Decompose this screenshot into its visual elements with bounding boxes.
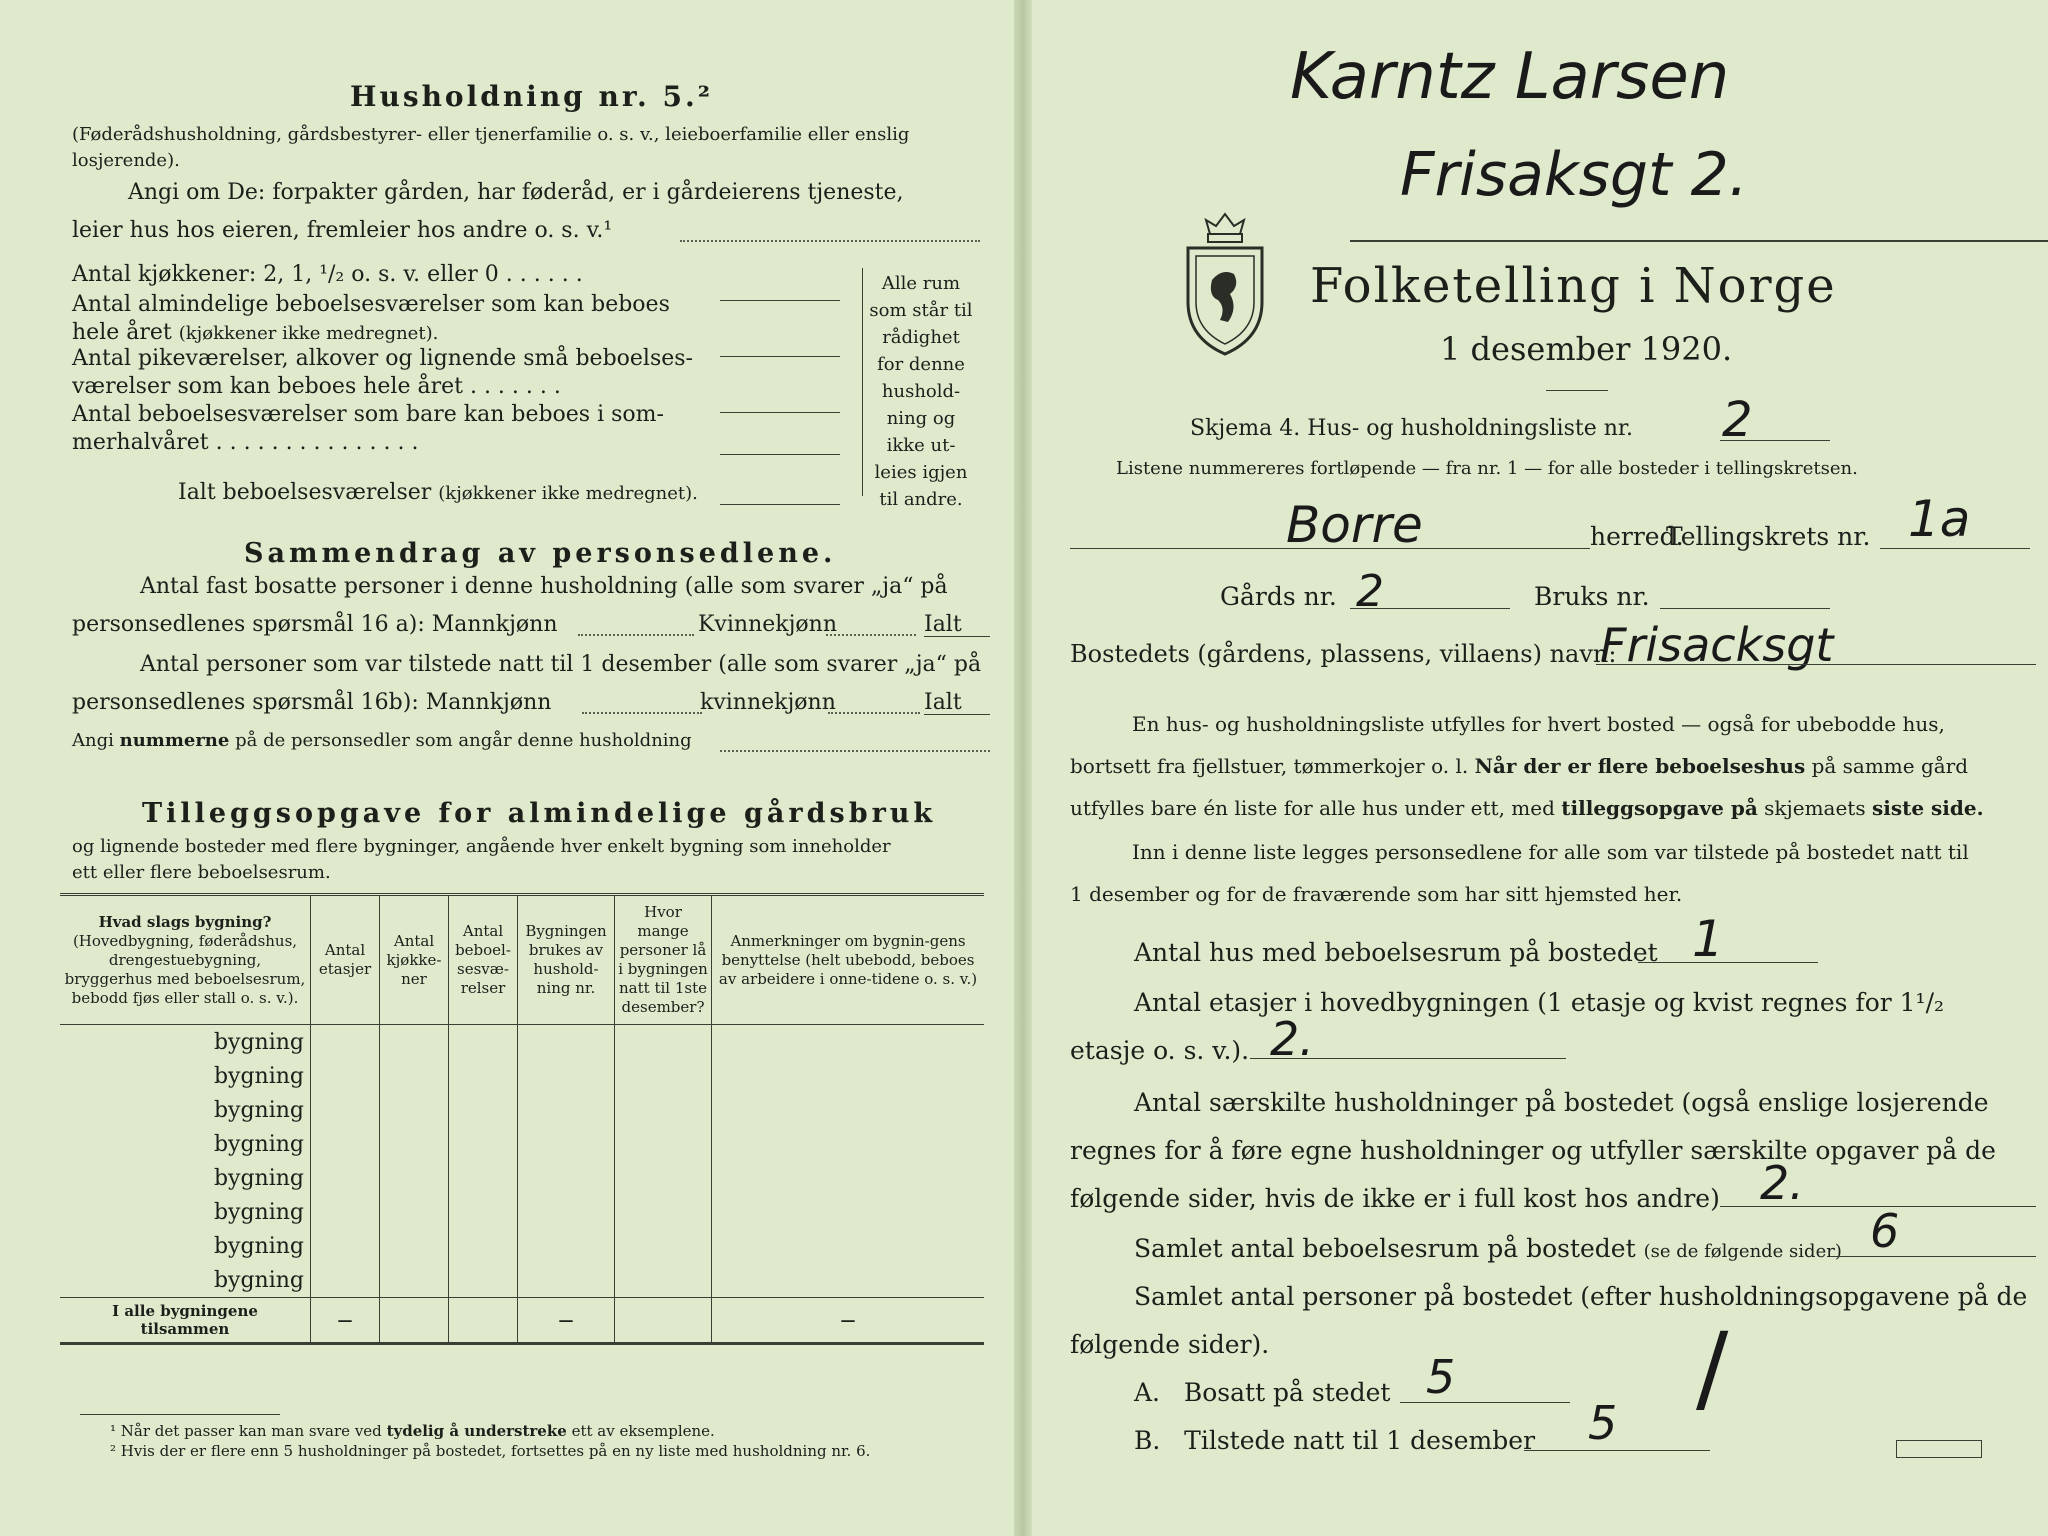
ialt-label: Ialt beboelsesværelser (kjøkkener ikke medregnet).: [178, 480, 698, 505]
building-table: [60, 896, 984, 1345]
col-building-type: Hvad slags bygning? (Hovedbygning, føderådshus, drengestuebygning, bryggerhus med beboelsesrum, bebodd fjøs eller stall o. s. v.).: [60, 896, 311, 1025]
table-sum-row: I alle bygningene tilsammen — — —: [60, 1298, 984, 1344]
nummereres-note: Listene nummereres fortløpende — fra nr. 1 — for alle bosteder i tellingskretsen.: [1116, 458, 1858, 479]
alm-line-1: Antal almindelige beboelsesværelser som kan beboes: [72, 292, 670, 317]
handwritten-skjema-nr: 2: [1722, 392, 1753, 448]
household-subtitle: (Føderådshusholdning, gårdsbestyrer- eller tjenerfamilie o. s. v., leieboerfamilie eller enslig losjerende).: [72, 124, 910, 171]
s1-ialt: Ialt: [924, 612, 962, 637]
p1-line-3: utfylles bare én liste for alle hus under ett, med tilleggsopgave på skjemaets siste side.: [1070, 796, 1984, 820]
bostedets-label: Bostedets (gårdens, plassens, villaens) navn:: [1070, 640, 1617, 668]
footnote-2: ² Hvis der er flere enn 5 husholdninger på bostedet, fortsettes på en ny liste med husholdning nr. 6.: [110, 1442, 871, 1460]
antal-hus-label: Antal hus med beboelsesrum på bostedet: [1134, 938, 1658, 967]
handwritten-name: Karntz Larsen: [1290, 40, 1730, 114]
angi-nummerne: Angi nummerne på de personsedler som angår denne husholdning: [72, 730, 692, 751]
census-date: 1 desember 1920.: [1440, 330, 1733, 368]
personer-line-2: følgende sider).: [1070, 1330, 1270, 1359]
handwritten-antal-hus: 1: [1692, 910, 1724, 968]
sommer-line-1: Antal beboelsesværelser som bare kan beboes i som-: [72, 402, 664, 427]
main-title: Folketelling i Norge: [1310, 258, 1837, 314]
skjema-label: Skjema 4. Hus- og husholdningsliste nr.: [1190, 416, 1633, 441]
col-beboelsesvaerelser: Antal beboel-sesvæ-relser: [449, 896, 518, 1025]
household-title: Husholdning nr. 5.²: [350, 80, 714, 113]
table-row: bygning: [60, 1161, 984, 1195]
p2-line-1: Inn i denne liste legges personsedlene for alle som var tilstede på bostedet natt til: [1132, 840, 1969, 864]
alm-line-2: hele året (kjøkkener ikke medregnet).: [72, 320, 439, 345]
col-etasjer: Antal etasjer: [311, 896, 380, 1025]
col-anmerkninger: Anmerkninger om bygnin-gens benyttelse (helt ubebodd, beboes av arbeidere i onne-tidene o. s. v.): [712, 896, 985, 1025]
gards-label: Gårds nr.: [1220, 582, 1337, 611]
col-kjokkener: Antal kjøkke-ner: [380, 896, 449, 1025]
husholdninger-line-2: regnes for å føre egne husholdninger og utfyller særskilte opgaver på de: [1070, 1136, 1996, 1165]
etasjer-line-2: etasje o. s. v.).: [1070, 1036, 1250, 1065]
p1-line-2: bortsett fra fjellstuer, tømmerkojer o. l. Når der er flere beboelseshus på samme gård: [1070, 754, 1969, 778]
handwritten-gards-nr: 2: [1356, 566, 1384, 617]
personer-line-1: Samlet antal personer på bostedet (efter husholdningsopgavene på de: [1134, 1282, 2028, 1311]
etasjer-line-1: Antal etasjer i hovedbygningen (1 etasje og kvist regnes for 1¹/₂: [1134, 988, 1945, 1017]
handwritten-husholdninger: 2.: [1760, 1156, 1804, 1210]
pike-line-2: værelser som kan beboes hele året . . . . . . .: [72, 374, 561, 399]
coat-of-arms-icon: [1182, 212, 1268, 360]
s2-line-1: Antal personer som var tilstede natt til 1 desember (alle som svarer „ja“ på: [140, 652, 982, 677]
handwritten-address: Frisaksgt 2.: [1400, 140, 1748, 210]
tillegg-line-2: ett eller flere beboelsesrum.: [72, 862, 331, 883]
table-row: bygning: [60, 1263, 984, 1298]
bosatt-label: A. Bosatt på stedet: [1134, 1378, 1391, 1407]
table-row: bygning: [60, 1093, 984, 1127]
handwritten-check-mark: /: [1696, 1312, 1729, 1424]
handwritten-beboelsesrum: 6: [1870, 1204, 1900, 1258]
handwritten-tilstede: 5: [1588, 1396, 1618, 1450]
tellingskrets-label: Tellingskrets nr.: [1666, 522, 1871, 551]
tillegg-line-1: og lignende bosteder med flere bygninger, angående hver enkelt bygning som inneholder: [72, 836, 891, 857]
s2-ialt: Ialt: [924, 690, 962, 715]
table-row: bygning: [60, 1059, 984, 1093]
table-row: bygning: [60, 1127, 984, 1161]
table-row: bygning: [60, 1195, 984, 1229]
s1-line-2: personsedlenes spørsmål 16 a): Mannkjønn: [72, 612, 558, 637]
right-page: [1060, 0, 2028, 1536]
sommer-line-2: merhalvåret . . . . . . . . . . . . . . .: [72, 430, 419, 455]
s1-line-1: Antal fast bosatte personer i denne husholdning (alle som svarer „ja“ på: [140, 574, 948, 599]
sammendrag-title: Sammendrag av personsedlene.: [244, 538, 837, 569]
s1-kvinnekjonn: Kvinnekjønn: [698, 612, 837, 637]
handwritten-tellingskrets: 1a: [1908, 490, 1971, 548]
husholdninger-line-1: Antal særskilte husholdninger på bostedet (også enslige losjerende: [1134, 1088, 1989, 1117]
footnote-1: ¹ Når det passer kan man svare ved tydelig å understreke ett av eksemplene.: [110, 1422, 715, 1440]
side-note: Alle rum som står til rådighet for denne hushold- ning og ikke ut- leies igjen til andre.: [869, 273, 973, 510]
herred-label: herred.: [1590, 522, 1684, 551]
angi-line-2: leier hus hos eieren, fremleier hos andre o. s. v.¹: [72, 218, 613, 243]
table-row: bygning: [60, 1229, 984, 1263]
s2-kvinnekjonn: kvinnekjønn: [700, 690, 836, 715]
tillegg-title: Tilleggsopgave for almindelige gårdsbruk: [142, 798, 937, 829]
husholdninger-line-3: følgende sider, hvis de ikke er i full kost hos andre): [1070, 1184, 1720, 1213]
p2-line-2: 1 desember og for de fraværende som har sitt hjemsted her.: [1070, 882, 1683, 906]
col-husholdning: Bygningen brukes av hushold-ning nr.: [518, 896, 615, 1025]
table-header-row: [60, 896, 984, 1025]
handwritten-bosatt: 5: [1426, 1350, 1456, 1404]
table-row: bygning: [60, 1025, 984, 1060]
handwritten-etasjer: 2.: [1270, 1012, 1314, 1066]
p1-line-1: En hus- og husholdningsliste utfylles for hvert bosted — også for ubebodde hus,: [1132, 712, 1945, 736]
printer-stamp: [1896, 1440, 1982, 1458]
beboelsesrum-label: Samlet antal beboelsesrum på bostedet (se de følgende sider): [1134, 1234, 1842, 1263]
s2-line-2: personsedlenes spørsmål 16b): Mannkjønn: [72, 690, 552, 715]
tilstede-label: B. Tilstede natt til 1 desember: [1134, 1426, 1536, 1455]
left-page: [60, 0, 990, 1536]
handwritten-herred: Borre: [1286, 496, 1423, 554]
pike-line-1: Antal pikeværelser, alkover og lignende små beboelses-: [72, 346, 693, 371]
angi-line-1: Angi om De: forpakter gården, har føderåd, er i gårdeierens tjeneste,: [128, 180, 904, 205]
bruks-label: Bruks nr.: [1534, 582, 1650, 611]
col-personer: Hvor mange personer lå i bygningen natt til 1ste desember?: [615, 896, 712, 1025]
handwritten-bostedets-navn: Frisacksgt: [1600, 618, 1834, 672]
kjokkener-label: Antal kjøkkener: 2, 1, ¹/₂ o. s. v. eller 0 . . . . . .: [72, 262, 583, 287]
